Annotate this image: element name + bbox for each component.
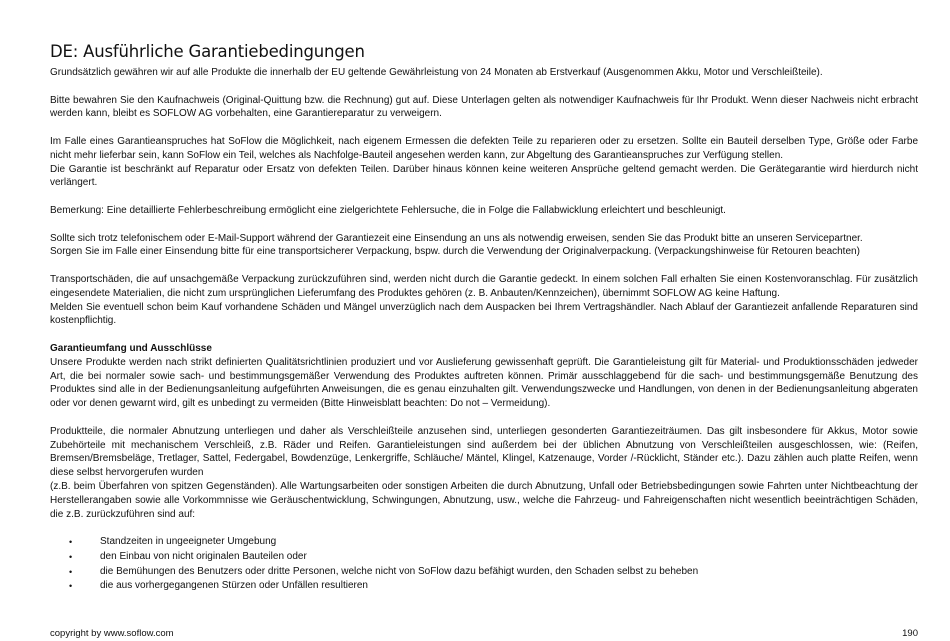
bullet-icon: • [69,537,73,548]
bullet-icon: • [69,581,73,592]
list-item [50,550,918,565]
paragraph-exclusions: (z.B. beim Überfahren von spitzen Gegenständen). Alle Wartungsarbeiten oder sonstigen Arbeiten die durch Abnutzung, Unfall oder Betriebsbedingungen sowie Fahrten unter Nichtbeachtung der Herstellerangaben sowie alle Vorkommnisse wie Geräuschentwicklung, Schwingungen, Abnutzung, usw., welche die Fahrzeug- und Fahreigenschaften nicht wesentlich beeinträchtigen Schäden, die z.B. zurückzuführen sind auf: [50,480,918,520]
bullet-icon: • [69,566,73,577]
paragraph-report-defects: Melden Sie eventuell schon beim Kauf vorhandene Schäden und Mängel unverzüglich nach dem Auspacken bei Ihrem Vertragshändler. Nach Ablauf der Garantiezeit anfallende Reparaturen sind kostenpflichtig. [50,301,918,327]
list-item [50,579,918,594]
paragraph-quality: Unsere Produkte werden nach strikt definierten Qualitätsrichtlinien produziert und vor Auslieferung gewissenhaft geprüft. Die Garantieleistung gilt für Material- und Produktionsschäden jedweder Art, die bei normaler sowie sach- und bestimmungsgemäßer Verwendung des Produktes auftreten können. Primär ausschlaggebend für die sach- und bestimmungsgemäße Benutzung des Produktes sind alle in der Bedienungsanleitung aufgeführten Anweisungen, die es genau einzuhalten gilt. Verwendungszwecke und Handlungen, von denen in der Bedienungsanleitung abgeraten oder vor denen gewarnt wird, gilt es unbedingt zu vermeiden (Bitte Hinweisblatt beachten: Do not – Vermeidung). [50,356,918,410]
section-heading: Garantieumfang und Ausschlüsse [50,342,212,354]
paragraph-proof-of-purchase: Bitte bewahren Sie den Kaufnachweis (Original-Quittung bzw. die Rechnung) gut auf. Diese Unterlagen gelten als notwendiger Kaufnachweis für Ihr Produkt. Wenn dieser Nachweis nicht erbracht werden kann, bleibt es SOFLOW AG vorbehalten, eine Garantiereparatur zu verweigern. [50,94,918,120]
paragraph-send-in: Sollte sich trotz telefonischem oder E-Mail-Support während der Garantiezeit eine Einsendung an uns als notwendig erweisen, senden Sie das Produkt bitte an unseren Servicepartner. [50,232,863,244]
list-item-text: Standzeiten in ungeeigneter Umgebung [100,536,277,548]
list-item-text: den Einbau von nicht originalen Bauteilen oder [100,550,307,562]
list-item [50,565,918,580]
list-item [50,535,918,550]
bullet-icon: • [69,551,73,562]
paragraph-warranty-limit: Die Garantie ist beschränkt auf Reparatur oder Ersatz von defekten Teilen. Darüber hinaus können keine weiteren Ansprüche geltend gemacht werden. Die Gerätegarantie wird hierdurch nicht verlängert. [50,163,918,189]
list-item-text: die Bemühungen des Benutzers oder dritte Personen, welche nicht von SoFlow dazu befähigt wurden, den Schaden selbst zu beheben [100,565,699,577]
paragraph-packaging: Sorgen Sie im Falle einer Einsendung bitte für eine transportsicherer Verpackung, bspw. durch die Verwendung der Originalverpackung. (Verpackungshinweise für Retouren beachten) [50,246,860,258]
footer-copyright: copyright by www.soflow.com [50,628,174,639]
footer-page-number: 190 [902,628,918,639]
exclusion-list [50,535,918,594]
paragraph-transport-damage: Transportschäden, die auf unsachgemäße Verpackung zurückzuführen sind, werden nicht durch die Garantie gedeckt. In einem solchen Fall erhalten Sie einen Kostenvoranschlag. Für zusätzlich eingesendete Materialien, die nicht zum ursprünglichen Lieferumfang des Produktes gehören (z. B. Anbauten/Kennzeichen), übernimmt SOFLOW AG keine Haftung. [50,273,918,299]
page-title: DE: Ausführliche Garantiebedingungen [50,42,365,61]
paragraph-remark: Bemerkung: Eine detaillierte Fehlerbeschreibung ermöglicht eine zielgerichtete Fehlersuche, die in Folge die Fallabwicklung erleichtert und beschleunigt. [50,204,726,216]
paragraph-repair-replace: Im Falle eines Garantieanspruches hat SoFlow die Möglichkeit, nach eigenem Ermessen die defekten Teile zu reparieren oder zu ersetzen. Sollte ein Bauteil derselben Type, Größe oder Farbe nicht mehr lieferbar sein, kann SoFlow ein Teil, welches als Nachfolge-Bauteil angesehen werden kann, zur Abgeltung des Garantieanspruches zur Verfügung stellen. [50,135,918,161]
list-item-text: die aus vorhergegangenen Stürzen oder Unfällen resultieren [100,580,368,592]
paragraph-warranty-period: Grundsätzlich gewähren wir auf alle Produkte die innerhalb der EU geltende Gewährleistung von 24 Monaten ab Erstverkauf (Ausgenommen Akku, Motor und Verschleißteile). [50,67,823,78]
document-page [50,42,918,594]
paragraph-wear-parts: Produktteile, die normaler Abnutzung unterliegen und daher als Verschleißteile anzusehen sind, unterliegen gesonderten Garantiezeiträumen. Das gilt insbesondere für Akkus, Motor sowie Zubehörteile mit mechanischem Verschleiß, z.B. Räder und Reifen. Garantieleistungen sind außerdem bei der üblichen Abnutzung von Verschleißteilen ausgeschlossen, wie: (Reifen, Bremsen/Bremsbeläge, Tretlager, Sattel, Federgabel, Bowdenzüge, Lenkergriffe, Schläuche/ Mäntel, Klingel, Katzenauge, Vorder /-Rücklicht, Ständer etc.). Dazu zählen auch platte Reifen, wenn diese selbst hervorgerufen wurden [50,425,918,479]
